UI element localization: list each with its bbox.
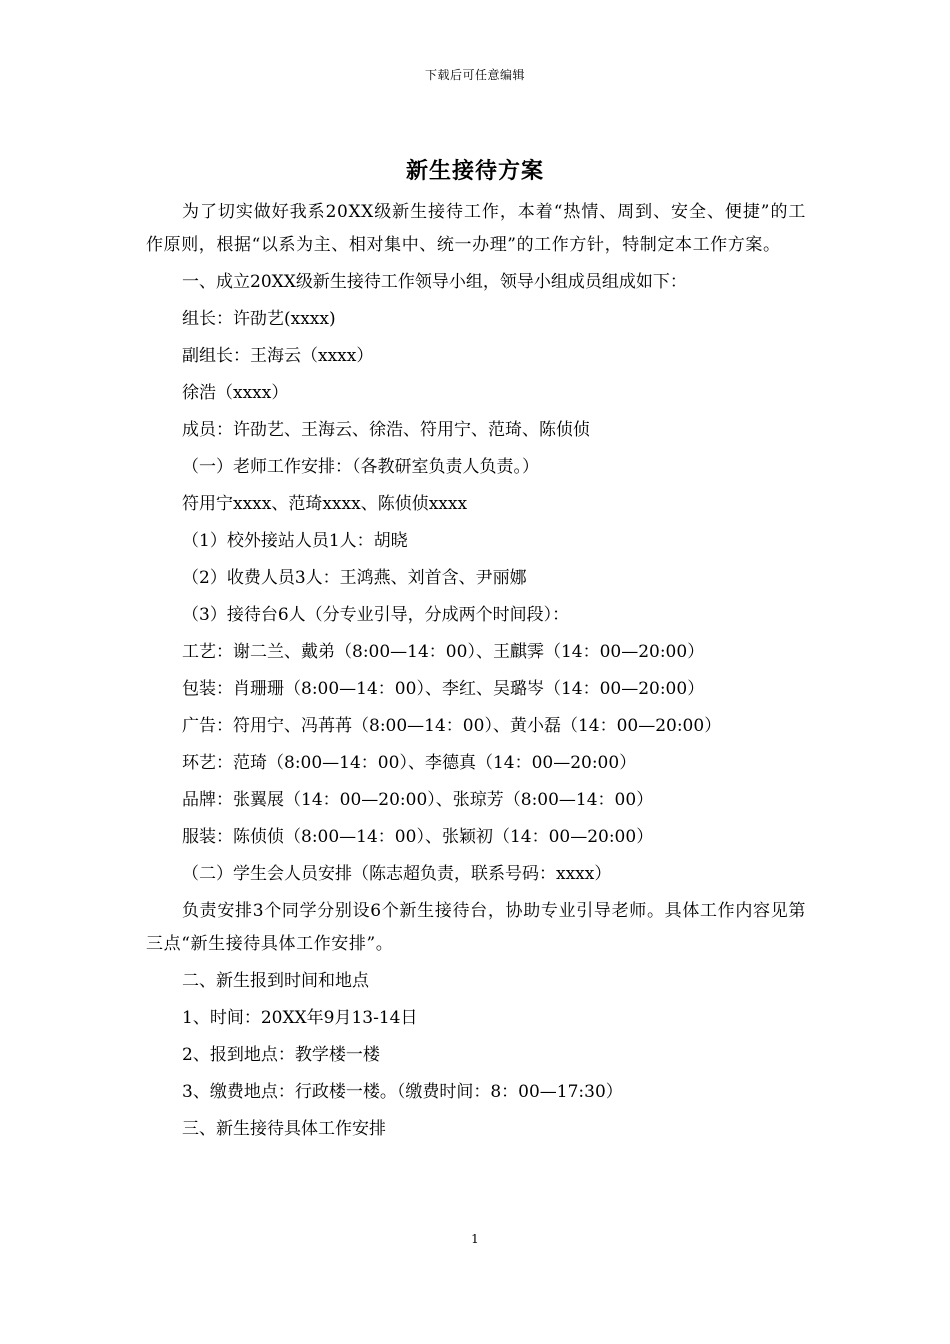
section-heading-3: 三、新生接待具体工作安排: [182, 1119, 386, 1139]
list-item-fees: （2）收费人员3人：王鸿燕、刘首含、尹丽娜: [182, 568, 527, 588]
page-header: 下载后可任意编辑: [424, 68, 525, 82]
schedule-craft: 工艺：谢二兰、戴弟（8:00—14：00）、王麒霁（14：00—20:00）: [182, 642, 705, 662]
paragraph-deputy-leader: 副组长：王海云（xxxx）: [182, 346, 374, 366]
schedule-advertising: 广告：符用宁、冯苒苒（8:00—14：00）、黄小磊（14：00—20:00）: [182, 716, 722, 736]
document-body: [146, 196, 806, 1150]
paragraph-intro: 为了切实做好我系20XX级新生接待工作，本着“热情、周到、安全、便捷”的工作原则，根据“以系为主、相对集中、统一办理”的工作方针，特制定本工作方案。: [146, 202, 806, 255]
schedule-fashion: 服装：陈侦侦（8:00—14：00）、张颖初（14：00—20:00）: [182, 827, 654, 847]
paragraph-payment-location: 3、缴费地点：行政楼一楼。（缴费时间：8：00—17:30）: [182, 1082, 623, 1102]
paragraph-deputy-leader-2: 徐浩（xxxx）: [182, 383, 289, 403]
section-heading-1: 一、成立20XX级新生接待工作领导小组，领导小组成员组成如下：: [182, 272, 687, 292]
section-heading-2: 二、新生报到时间和地点: [182, 971, 369, 991]
paragraph-student-tasks: 负责安排3个同学分别设6个新生接待台，协助专业引导老师。具体工作内容见第三点“新生接待具体工作安排”。: [146, 901, 806, 954]
document-title: 新生接待方案: [405, 158, 544, 184]
schedule-brand: 品牌：张翼展（14：00—20:00）、张琼芳（8:00—14：00）: [182, 790, 654, 810]
schedule-environment-art: 环艺：范琦（8:00—14：00）、李德真（14：00—20:00）: [182, 753, 637, 773]
paragraph-location: 2、报到地点：教学楼一楼: [182, 1045, 380, 1065]
schedule-packaging: 包装：肖珊珊（8:00—14：00）、李红、吴璐岑（14：00—20:00）: [182, 679, 705, 699]
paragraph-leader: 组长：许劭艺(xxxx): [182, 309, 336, 329]
list-item-reception-desk: （3）接待台6人（分专业引导，分成两个时间段）：: [182, 605, 570, 625]
paragraph-members: 成员：许劭艺、王海云、徐浩、符用宁、范琦、陈侦侦: [182, 420, 590, 440]
paragraph-teacher-list: 符用宁xxxx、范琦xxxx、陈侦侦xxxx: [182, 494, 468, 514]
list-item-pickup: （1）校外接站人员1人：胡晓: [182, 531, 408, 551]
subsection-heading-students: （二）学生会人员安排（陈志超负责，联系号码：xxxx）: [182, 864, 612, 884]
subsection-heading-teachers: （一）老师工作安排：（各教研室负责人负责。）: [182, 457, 539, 477]
page-number: 1: [471, 1232, 479, 1246]
paragraph-time: 1、时间：20XX年9月13-14日: [182, 1008, 418, 1028]
